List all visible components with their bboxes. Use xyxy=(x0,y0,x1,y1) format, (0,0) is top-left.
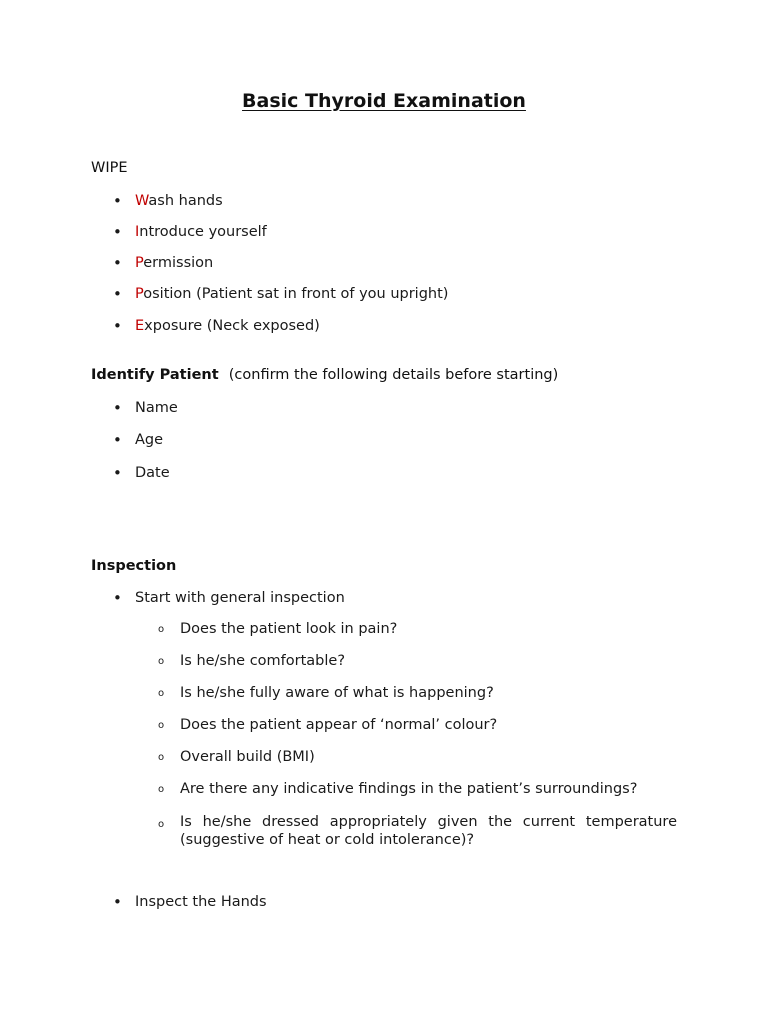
wipe-item-wash-hands xyxy=(135,193,223,209)
wipe-initial: E xyxy=(135,318,145,334)
inspection-hands-item: • Inspect the Hands xyxy=(135,894,267,910)
identify-item-date: • Date xyxy=(135,465,170,481)
wipe-text: ash hands xyxy=(148,193,223,209)
wipe-initial: P xyxy=(135,286,144,302)
identify-item-name: • Name xyxy=(135,400,178,416)
wipe-initial: W xyxy=(135,193,149,209)
inspection-sub-item: o Does the patient appear of ‘normal’ colour? xyxy=(180,717,497,733)
document-title: Basic Thyroid Examination xyxy=(242,90,526,112)
inspection-sub-item: o Is he/she comfortable? xyxy=(180,653,345,669)
wipe-text: xposure (Neck exposed) xyxy=(144,318,320,334)
wipe-item-introduce xyxy=(135,224,267,240)
identify-note: (confirm the following details before starting) xyxy=(228,367,559,383)
wipe-text: ermission xyxy=(143,255,214,271)
wipe-item-position xyxy=(135,286,448,302)
wipe-item-exposure xyxy=(135,318,320,334)
wipe-initial: P xyxy=(135,255,144,271)
wipe-text: osition (Patient sat in front of you upright) xyxy=(143,286,449,302)
inspection-general-item: • Start with general inspection xyxy=(135,590,345,606)
identify-heading-label: Identify Patient xyxy=(91,367,219,383)
inspection-sub-item: o Is he/she fully aware of what is happening? xyxy=(180,685,494,701)
wipe-initial: I xyxy=(135,224,140,240)
inspection-sub-item: o Are there any indicative findings in the patient’s surroundings? xyxy=(180,781,637,797)
inspection-sub-item: o Overall build (BMI) xyxy=(180,749,315,765)
identify-heading xyxy=(91,367,558,383)
wipe-item-permission xyxy=(135,255,213,271)
identify-item-age: • Age xyxy=(135,432,163,448)
inspection-sub-item: o Does the patient look in pain? xyxy=(180,621,397,637)
inspection-heading: Inspection xyxy=(91,558,177,574)
wipe-text: ntroduce yourself xyxy=(139,224,267,240)
inspection-sub-item: o Is he/she dressed appropriately given the current temperature (suggestive of heat or cold intolerance)? xyxy=(180,813,677,849)
wipe-heading: WIPE xyxy=(91,160,128,176)
